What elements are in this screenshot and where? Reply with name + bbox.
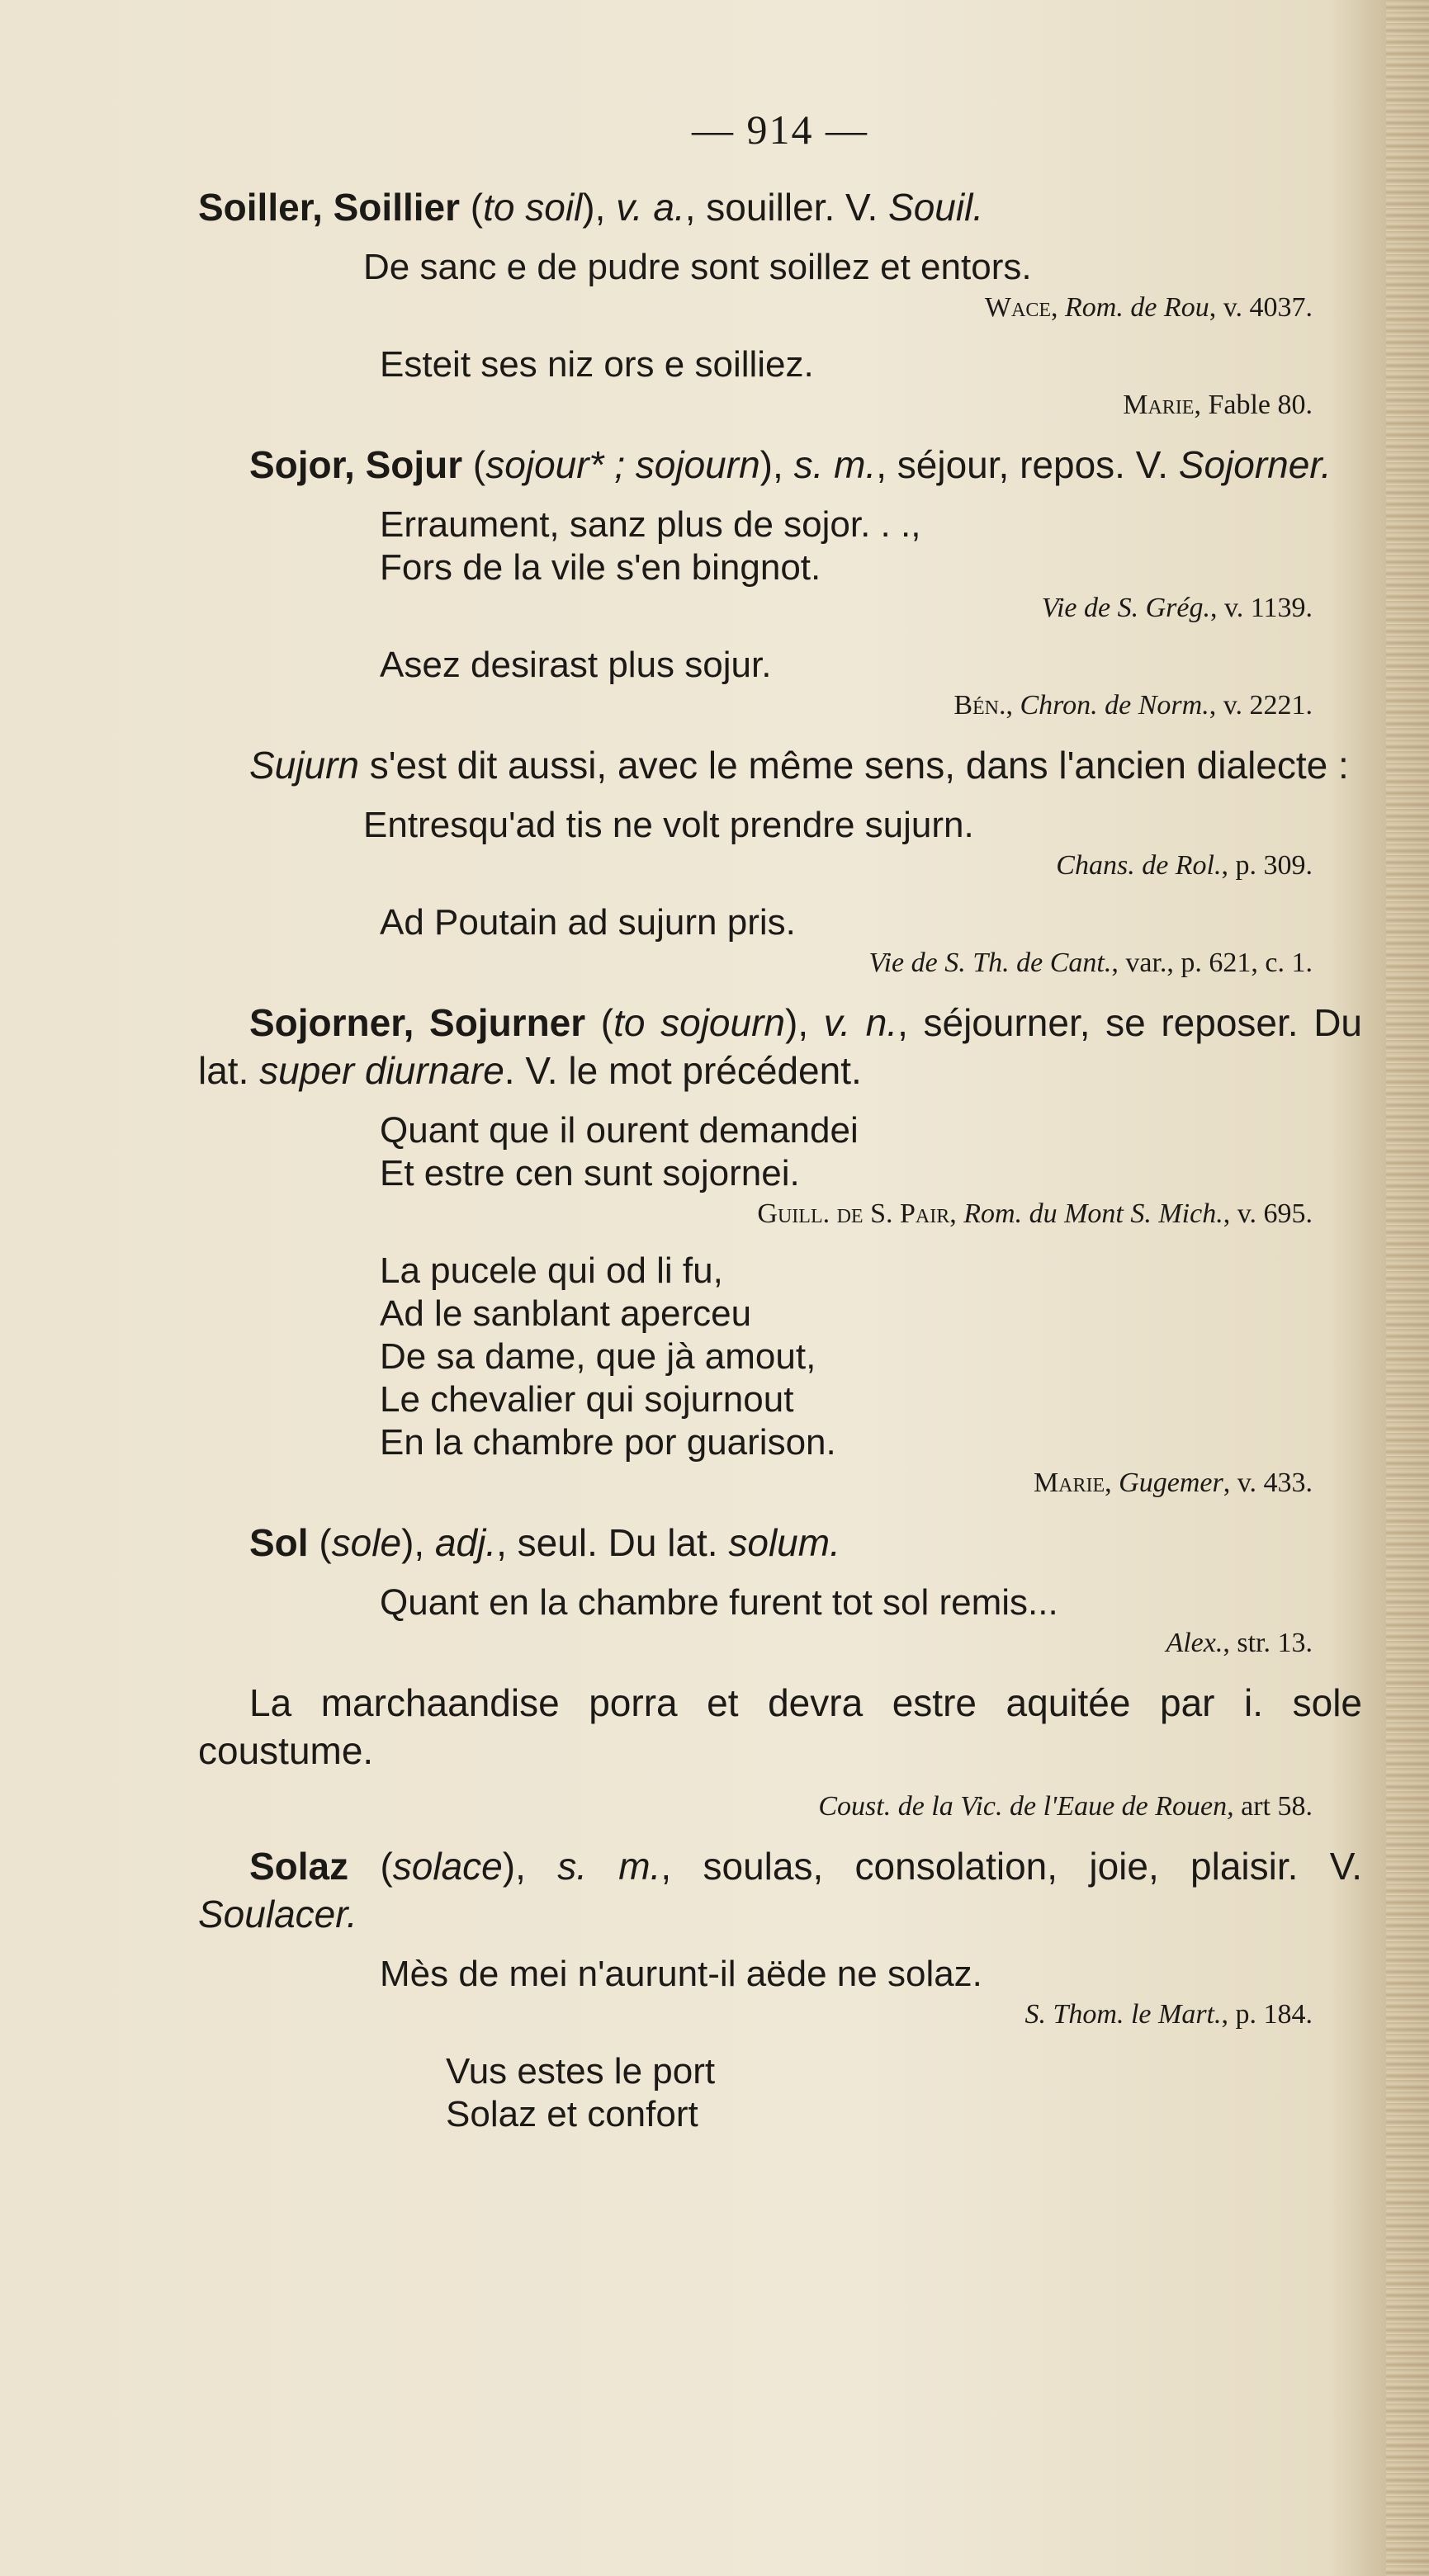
citation — [198, 1997, 1313, 2032]
part-of-speech: adj. — [434, 1521, 497, 1564]
etym-open: ( — [585, 1001, 614, 1044]
definition: , séjour, repos. V. — [876, 443, 1179, 486]
citation-work: Vie de S. Grég. — [1041, 593, 1210, 623]
quotation — [198, 246, 1362, 289]
page-edge-shadow — [1386, 0, 1429, 2576]
note-text: s'est dit aussi, avec le même sens, dans l'ancien dialecte : — [358, 744, 1349, 787]
quote-line: Le chevalier qui sojurnout — [380, 1379, 794, 1420]
citation-loc: , p. 184. — [1221, 1999, 1313, 2030]
definition: , souiller. V. — [684, 186, 889, 229]
quotation — [198, 1581, 1362, 1624]
quote-line: Ad Poutain ad sujurn pris. — [380, 902, 796, 943]
etym-close: ), — [785, 1001, 824, 1044]
etym-open: ( — [348, 1845, 393, 1888]
citation-author: Wace — [984, 292, 1052, 323]
quotation — [198, 804, 1362, 847]
quotation — [198, 901, 1362, 944]
quotation — [198, 343, 1362, 386]
citation-author: Bén. — [953, 690, 1006, 721]
citation-loc: art 58. — [1233, 1791, 1313, 1822]
headword: Sol — [249, 1521, 309, 1564]
cross-reference: Souil. — [888, 186, 984, 229]
definition-end: . V. le mot précédent. — [504, 1049, 862, 1092]
citation — [198, 591, 1313, 626]
citation-loc: , str. 13. — [1223, 1628, 1313, 1658]
citation-loc: , v. 4037. — [1209, 292, 1313, 323]
citation-work: Chron. de Norm. — [1020, 690, 1209, 721]
quotation — [198, 1250, 1362, 1464]
citation-work: Vie de S. Th. de Cant. — [868, 948, 1112, 978]
citation-work: Chans. de Rol. — [1056, 850, 1222, 881]
citation — [198, 1466, 1313, 1501]
citation-work: S. Thom. le Mart. — [1024, 1999, 1222, 2030]
citation-loc: , var., p. 621, c. 1. — [1111, 948, 1313, 978]
citation-work: Alex. — [1166, 1628, 1223, 1658]
citation — [198, 291, 1313, 325]
definition: , seul. Du lat. — [496, 1521, 729, 1564]
citation — [198, 848, 1313, 883]
quote-line: Entresqu'ad tis ne volt prendre sujurn. — [363, 805, 974, 845]
page-number: — 914 — — [692, 106, 868, 153]
page-content — [198, 106, 1362, 2136]
quotation — [198, 644, 1362, 687]
note-word: Sujurn — [249, 744, 359, 787]
english-etym: sojour* ; sojourn — [485, 443, 760, 486]
etym-close: ), — [582, 186, 617, 229]
etym-close: ), — [401, 1521, 435, 1564]
headword: Soiller, Soillier — [198, 186, 461, 229]
quote-line: De sa dame, que jà amout, — [380, 1336, 816, 1377]
quote-line: Vus estes le port — [446, 2051, 716, 2092]
quote-line: Asez desirast plus sojur. — [380, 645, 772, 685]
citation — [198, 688, 1313, 723]
headword: Solaz — [249, 1845, 349, 1888]
citation-loc: , p. 309. — [1221, 850, 1313, 881]
quote-line: Esteit ses niz ors e soilliez. — [380, 344, 814, 385]
part-of-speech: s. m. — [557, 1845, 661, 1888]
citation-author: Marie — [1033, 1468, 1105, 1498]
quotation — [198, 2050, 1362, 2136]
quote-line: Et estre cen sunt sojornei. — [380, 1153, 800, 1193]
part-of-speech: v. n. — [823, 1001, 898, 1044]
citation-sep: , — [1006, 690, 1020, 721]
entry-sojor — [198, 441, 1362, 489]
cross-reference: Soulacer. — [198, 1893, 357, 1936]
citation-sep: , — [1051, 292, 1066, 323]
english-etym: to soil — [483, 186, 583, 229]
etym-close: ), — [759, 443, 794, 486]
citation-sep: , — [1105, 1468, 1119, 1498]
latin-etym: solum. — [728, 1521, 840, 1564]
quote-line: Erraument, sanz plus de sojor. . ., — [380, 504, 921, 545]
quote-line: Ad le sanblant aperceu — [380, 1293, 752, 1334]
citation-work: Fable 80. — [1208, 390, 1313, 420]
quote-line: La pucele qui od li fu, — [380, 1250, 723, 1291]
latin-etym: super diurnare — [259, 1049, 504, 1092]
quote-line: Solaz et confort — [446, 2094, 698, 2134]
entry-solaz — [198, 1842, 1362, 1938]
citation — [198, 1197, 1313, 1231]
citation-loc: , v. 433. — [1223, 1468, 1313, 1498]
citation-work: Rom. du Mont S. Mich. — [963, 1198, 1223, 1229]
quotation-prose: La marchaandise porra et devra estre aquitée par i. sole coustume. — [198, 1681, 1362, 1772]
citation — [198, 946, 1313, 981]
quote-line: En la chambre por guarison. — [380, 1422, 836, 1463]
quote-line: Quant que il ourent demandei — [380, 1110, 859, 1151]
part-of-speech: v. a. — [616, 186, 685, 229]
english-etym: sole — [331, 1521, 402, 1564]
etym-close: ), — [502, 1845, 558, 1888]
quote-line: Fors de la vile s'en bingnot. — [380, 547, 821, 588]
etym-open: ( — [462, 443, 486, 486]
cross-reference: Sojorner. — [1178, 443, 1332, 486]
definition: , séjourner, se reposer. Du lat. — [198, 1001, 1363, 1092]
citation-work: Gugemer — [1119, 1468, 1223, 1498]
english-etym: solace — [392, 1845, 503, 1888]
note-sujurn — [198, 741, 1362, 789]
etym-open: ( — [460, 186, 484, 229]
citation — [198, 388, 1313, 423]
quote-line: De sanc e de pudre sont soillez et entors. — [363, 247, 1032, 287]
etym-open: ( — [308, 1521, 332, 1564]
entry-soiller — [198, 183, 1362, 231]
citation-author: Guill. de S. Pair — [757, 1198, 950, 1229]
headword: Sojorner, Sojurner — [249, 1001, 586, 1044]
entry-sojorner — [198, 999, 1362, 1094]
citation-sep: , — [949, 1198, 964, 1229]
english-etym: to sojourn — [613, 1001, 785, 1044]
headword: Sojor, Sojur — [249, 443, 463, 486]
citation-work: Coust. de la Vic. de l'Eaue de Rouen, — [818, 1791, 1234, 1822]
entry-sol — [198, 1519, 1362, 1567]
part-of-speech: s. m. — [793, 443, 877, 486]
definition: , soulas, consolation, joie, plaisir. V. — [660, 1845, 1362, 1888]
quotation — [198, 1953, 1362, 1996]
citation-work: Rom. de Rou — [1065, 292, 1209, 323]
citation-loc: , v. 695. — [1223, 1198, 1313, 1229]
citation — [198, 1789, 1313, 1824]
quotation — [198, 503, 1362, 589]
citation-author: Marie — [1123, 390, 1195, 420]
citation-sep: , — [1194, 390, 1209, 420]
quote-line: Quant en la chambre furent tot sol remis... — [380, 1582, 1058, 1623]
quote-line: Mès de mei n'aurunt-il aëde ne solaz. — [380, 1954, 982, 1994]
citation-loc: , v. 2221. — [1209, 690, 1313, 721]
quotation — [198, 1109, 1362, 1195]
citation-loc: , v. 1139. — [1209, 593, 1313, 623]
citation — [198, 1626, 1313, 1661]
